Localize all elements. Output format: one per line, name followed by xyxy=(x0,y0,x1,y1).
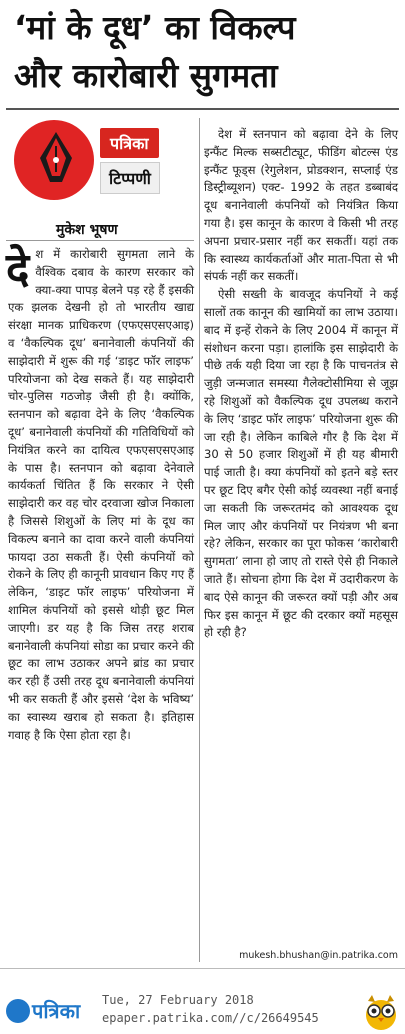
right-paragraph-1 xyxy=(204,126,398,286)
headline-line-2: और कारोबारी सुगमता xyxy=(14,56,278,95)
top-rule xyxy=(6,108,399,110)
footer-brand: पत्रिका xyxy=(32,999,81,1023)
headline xyxy=(14,4,394,100)
drop-cap: दे xyxy=(6,244,30,295)
footer xyxy=(0,969,405,1034)
right-paragraph-2-text: ऐसी सख्ती के बावजूद कंपनियों ने कई सालों तक कानून की खामियों का लाभ उठाया। बाद में इन्हें रोकने के लिए 2004 में कानून में संशोधन करना पड़ा। हालांकि इस साझेदारी के पीछे तर्क यही दिया जा रहा है कि पाचनतंत्र से जुड़ी जन्मजात समस्या गैलेक्टोसीमिया से जूझ रहे शिशुओं को वैकल्पिक दूध उपलब्ध कराने के लिए ‘डाइट फॉर लाइफ’ परियोजना शुरू की जा रही है। लेकिन काबिले गौर है कि देश में 30 से 50 हजार शिशुओं में ही यह बीमारी पाई जाती है। क्या कंपनियों को इतने बड़े स्तर पर छूट दिए बगैर ऐसी कोई व्यवस्था नहीं बनाई जा सकती कि जरूरतमंद को आवश्यक दूध मिल जाए और कंपनियों पर नियंत्रण भी बना रहे? लेकिन, सरकार का पूरा फोकस ‘कारोबारी सुगमता’ लाना हो जाए तो रास्ते ऐसे ही निकाले जाते हैं। सोचना होगा कि देश में उदारीकरण के बाद ऐसे कानून की जरूरत क्यों पड़ी और अब फिर इस कानून में छूट की दरकार क्यों महसूस हो रही है? xyxy=(204,287,398,640)
owl-mascot-icon xyxy=(362,991,400,1031)
author-rule xyxy=(6,240,194,241)
author-name: मुकेश भूषण xyxy=(56,222,118,238)
left-paragraph-text: श में कारोबारी सुगमता लाने के वैश्विक दबाव के कारण सरकार को क्या-क्या पापड़ बेलने पड़ रहे हैं इसकी एक झलक देखनी हो तो भारतीय खाद्य संरक्षा मानक प्राधिकरण (एफएसएसएआइ) व ‘वैकल्पिक दूध’ बनानेवाली कंपनियों की साझेदारी में शुरू की गई ‘डाइट फॉर लाइफ’ परियोजना को देख सकते हैं। यह साझेदारी चोर-पुलिस गठजोड़ जैसी ही है। क्योंकि, स्तनपान को बढ़ावा देने के लिए ‘वैकल्पिक दूध’ बनानेवाली कंपनियों की गतिविधियों को नियंत्रित करने का दायित्व एफएसएसएआइ के पास है। स्तनपान को बढ़ावा देनेवाले कार्यकर्ता चिंतित हैं कि सरकार ने ऐसी साझेदारी कर वह चोर दरवाजा खोज निकाला है जिससे शिशुओं के लिए मां के दूध का विकल्प बनाने का दावा करने वाली कंपनियां फायदा उठा सकती हैं। ऐसी कंपनियों को रोकने के लिए ही कानूनी प्रावधान किए गए हैं लेकिन, ‘डाइट फॉर लाइफ’ परियोजना में शामिल कंपनियों को इससे थोड़ी छूट मिल जाएगी। डर यह है कि जिस तरह शराब बनानेवाली कंपनियां सोडा का प्रचार करने की छूट का लाभ उठाकर अपने ब्रांड का प्रचार कर रही हैं उसी तरह दूध बनानेवाली कंपनियां भी कर सकती हैं और इससे ‘देश के भविष्य’ का स्वास्थ्य खराब हो सकता है। इतिहास गवाह है कि ऐसा होता रहा है। xyxy=(8,247,194,742)
column-badge: टिप्पणी xyxy=(100,162,160,194)
footer-date: Tue, 27 February 2018 xyxy=(102,993,254,1007)
author-email: mukesh.bhushan@in.patrika.com xyxy=(239,950,398,961)
brand-badge: पत्रिका xyxy=(100,128,159,158)
right-column xyxy=(204,126,398,642)
right-paragraph-2 xyxy=(204,286,398,642)
column-divider xyxy=(199,118,200,962)
left-column xyxy=(8,246,194,744)
pen-nib-icon xyxy=(26,128,86,188)
headline-line-1: ‘मां के दूध’ का विकल्प xyxy=(14,8,296,47)
left-paragraph xyxy=(8,246,194,744)
footer-url[interactable]: epaper.patrika.com//c/26649545 xyxy=(102,1011,319,1025)
patrika-logo-icon xyxy=(6,999,30,1023)
right-paragraph-1-text: देश में स्तनपान को बढ़ावा देने के लिए इन्फैंट मिल्क सब्सटीट्यूट, फीडिंग बोटल्स एंड इन्फैंट फूड्स (रेगुलेशन, प्रोडक्शन, सप्लाई एंड डिस्ट्रीब्यूशन) एक्ट- 1992 के तहत डब्बाबंद दूध बनानेवाली कंपनियों को नियंत्रित किया गया है। इस कानून के कारण वे किसी भी तरह अपना प्रचार-प्रसार नहीं कर सकतीं। यहां तक कि स्वास्थ्य कार्यकर्ताओं और माता-पिता से भी संपर्क नहीं कर सकतीं। xyxy=(204,127,398,284)
column-logo xyxy=(8,118,194,210)
